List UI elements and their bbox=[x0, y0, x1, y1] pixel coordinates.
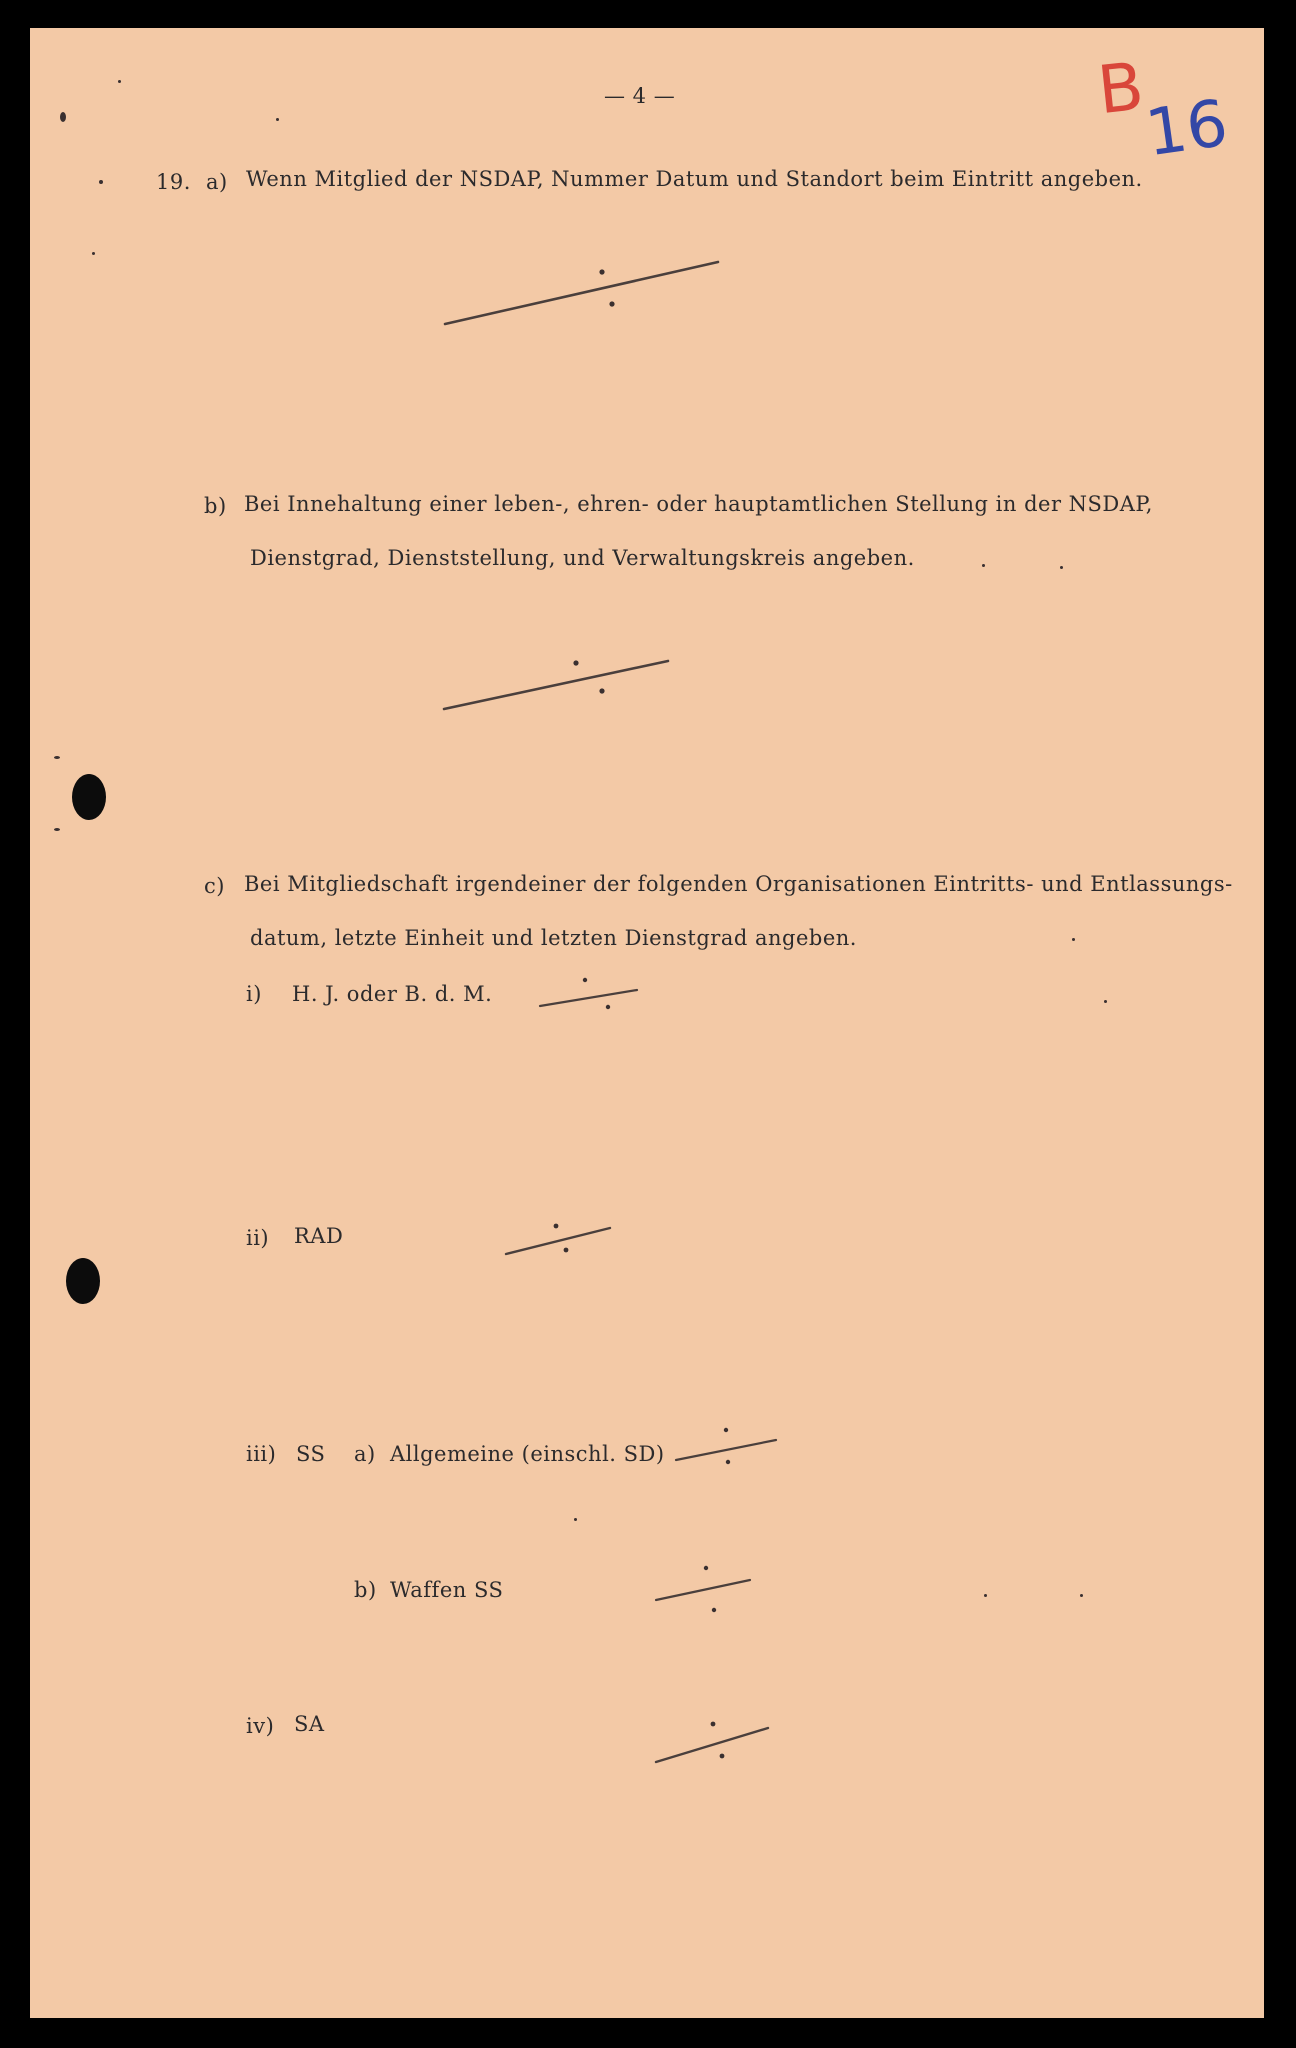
paper-speck bbox=[99, 180, 103, 184]
dot-19b-top bbox=[573, 660, 578, 665]
paper-speck bbox=[984, 1594, 987, 1597]
dot-waffen-top bbox=[704, 1566, 708, 1570]
handwritten-letter-annotation: B bbox=[1094, 47, 1148, 130]
item-sa-text: SA bbox=[294, 1712, 325, 1736]
question-b-line2: Dienstgrad, Dienststellung, und Verwaltungskreis angeben. bbox=[250, 546, 915, 570]
item-hj-text: H. J. oder B. d. M. bbox=[292, 982, 493, 1006]
question-b-label: b) bbox=[204, 494, 227, 518]
page-number: — 4 — bbox=[604, 84, 676, 108]
paper-speck bbox=[574, 1518, 577, 1521]
question-a-text: Wenn Mitglied der NSDAP, Nummer Datum und Standort beim Eintritt angeben. bbox=[246, 167, 1143, 191]
paper-speck bbox=[60, 112, 66, 122]
question-b-line1: Bei Innehaltung einer leben-, ehren- oder hauptamtlichen Stellung in der NSDAP, bbox=[244, 492, 1153, 516]
paper-speck bbox=[982, 564, 985, 567]
question-c-label: c) bbox=[204, 874, 225, 898]
strike-mark-ss-allgemeine bbox=[676, 1440, 776, 1460]
dot-19a-bottom bbox=[609, 301, 614, 306]
dot-19b-bottom bbox=[599, 688, 604, 693]
strike-mark-19a bbox=[445, 262, 718, 324]
dot-rad-bottom bbox=[564, 1248, 569, 1253]
dot-ss-top bbox=[724, 1428, 728, 1432]
question-a-label: a) bbox=[206, 170, 228, 194]
question-c-line2: datum, letzte Einheit und letzten Dienstgrad angeben. bbox=[250, 926, 857, 950]
paper-speck bbox=[276, 118, 279, 121]
item-waffen-ss-label: b) bbox=[354, 1578, 377, 1602]
item-ss-a-text: Allgemeine (einschl. SD) bbox=[390, 1442, 665, 1466]
paper-speck bbox=[54, 828, 60, 831]
dot-waffen-bottom bbox=[712, 1608, 716, 1612]
dot-sa-top bbox=[711, 1722, 716, 1727]
paper-speck bbox=[1104, 1000, 1107, 1003]
dot-hj-bottom bbox=[606, 1005, 610, 1009]
item-ss-label: iii) bbox=[246, 1442, 277, 1466]
item-rad-label: ii) bbox=[246, 1226, 270, 1250]
item-ss-text: SS bbox=[296, 1442, 326, 1466]
paper-speck bbox=[92, 252, 95, 255]
question-number: 19. bbox=[156, 170, 191, 194]
dot-ss-bottom bbox=[726, 1460, 730, 1464]
paper-speck bbox=[54, 756, 60, 759]
item-hj-label: i) bbox=[246, 982, 262, 1006]
item-sa-label: iv) bbox=[246, 1714, 275, 1738]
handwritten-number-annotation: 16 bbox=[1141, 86, 1233, 172]
dot-rad-top bbox=[554, 1224, 559, 1229]
strike-mark-waffen-ss bbox=[656, 1580, 750, 1600]
dot-sa-bottom bbox=[720, 1754, 725, 1759]
strike-mark-19b bbox=[444, 661, 668, 709]
question-c-line1: Bei Mitgliedschaft irgendeiner der folgenden Organisationen Eintritts- und Entlassungs- bbox=[244, 872, 1233, 896]
strike-mark-rad bbox=[506, 1228, 610, 1254]
item-waffen-ss-text: Waffen SS bbox=[390, 1578, 504, 1602]
paper-speck bbox=[1080, 1594, 1083, 1597]
paper-speck bbox=[118, 80, 121, 83]
strike-mark-sa bbox=[656, 1728, 768, 1762]
paper-speck bbox=[1072, 938, 1075, 941]
dot-19a-top bbox=[599, 269, 604, 274]
paper-speck bbox=[1060, 566, 1063, 569]
strike-mark-hj bbox=[540, 990, 637, 1006]
item-ss-a-label: a) bbox=[354, 1442, 376, 1466]
item-rad-text: RAD bbox=[294, 1224, 344, 1248]
dot-hj-top bbox=[583, 978, 587, 982]
